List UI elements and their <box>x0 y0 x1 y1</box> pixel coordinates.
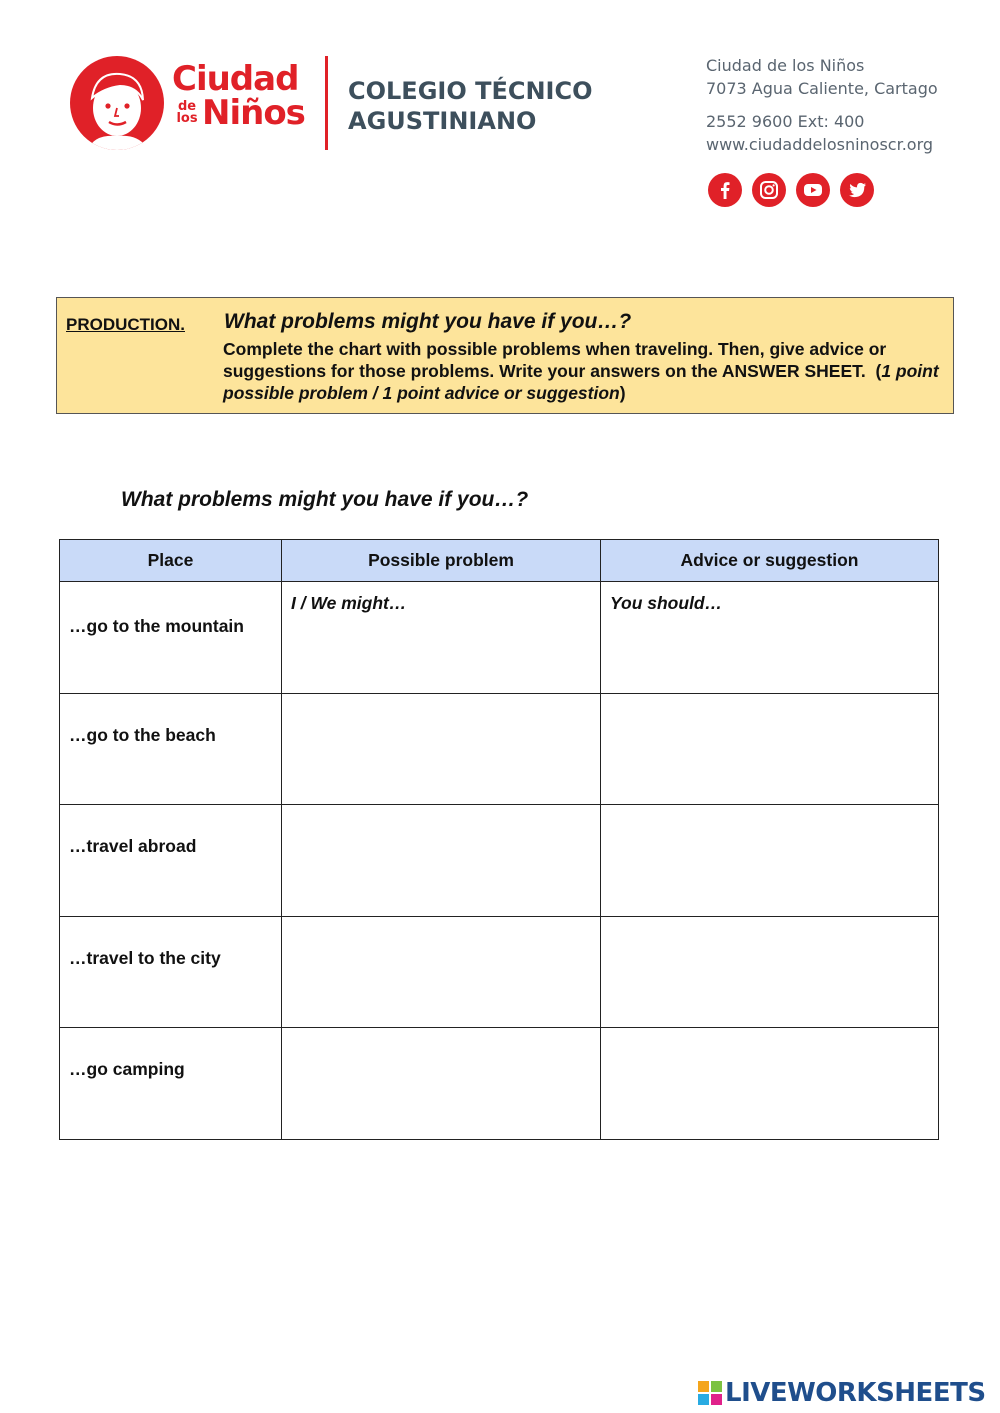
header-advice: Advice or suggestion <box>601 540 939 582</box>
school-name-line-1: COLEGIO TÉCNICO <box>348 77 593 105</box>
problem-cell[interactable] <box>282 805 601 917</box>
contact-info <box>706 54 938 156</box>
advice-cell[interactable] <box>601 1028 939 1140</box>
table-title: What problems might you have if you…? <box>121 488 529 511</box>
youtube-icon[interactable] <box>796 173 830 207</box>
advice-cell[interactable] <box>601 693 939 805</box>
school-logo <box>70 54 610 154</box>
points-open: ( <box>875 361 882 381</box>
contact-website[interactable]: www.ciudaddelosninoscr.org <box>706 135 934 154</box>
twitter-icon[interactable] <box>840 173 874 207</box>
brand-wordmark <box>172 59 305 133</box>
instructions-text: Complete the chart with possible problems when traveling. Then, give advice or suggestions for those problems. Write your answers on the ANSWER SHEET. <box>223 339 887 381</box>
instagram-icon[interactable] <box>752 173 786 207</box>
school-name <box>348 76 593 136</box>
problem-cell[interactable]: I / We might… <box>282 582 601 694</box>
production-instructions-box <box>56 297 954 414</box>
problem-cell[interactable] <box>282 916 601 1028</box>
social-links <box>708 173 874 207</box>
place-cell: …go to the mountain <box>60 582 282 694</box>
liveworksheets-logo-icon <box>698 1381 722 1405</box>
advice-cell[interactable] <box>601 916 939 1028</box>
problem-cell[interactable] <box>282 693 601 805</box>
contact-address: 7073 Agua Caliente, Cartago <box>706 79 938 98</box>
liveworksheets-brand: LIVEWORKSHEETS <box>725 1378 986 1408</box>
place-cell: …travel abroad <box>60 805 282 917</box>
advice-cell[interactable] <box>601 805 939 917</box>
table-row <box>60 805 939 917</box>
table-row <box>60 1028 939 1140</box>
problem-cell[interactable] <box>282 1028 601 1140</box>
contact-phone: 2552 9600 Ext: 400 <box>706 112 865 131</box>
points-note: 1 point possible problem / 1 point advice or suggestion <box>223 361 939 403</box>
brand-line-2: Niños <box>202 93 305 133</box>
contact-name: Ciudad de los Niños <box>706 56 865 75</box>
table-header-row <box>60 540 939 582</box>
production-title: What problems might you have if you…? <box>224 310 632 333</box>
brand-line-1: Ciudad <box>172 59 299 99</box>
place-cell: …go to the beach <box>60 693 282 805</box>
facebook-icon[interactable] <box>708 173 742 207</box>
production-label: PRODUCTION. <box>66 315 185 334</box>
header-possible-problem: Possible problem <box>282 540 601 582</box>
school-name-line-2: AGUSTINIANO <box>348 107 537 135</box>
table-row <box>60 916 939 1028</box>
table-row <box>60 693 939 805</box>
advice-cell[interactable]: You should… <box>601 582 939 694</box>
points-close: ) <box>619 383 626 403</box>
place-cell: …go camping <box>60 1028 282 1140</box>
production-instructions <box>223 338 943 404</box>
child-portrait-icon <box>70 56 164 150</box>
place-cell: …travel to the city <box>60 916 282 1028</box>
table-row <box>60 582 939 694</box>
liveworksheets-watermark <box>698 1378 986 1408</box>
logo-divider <box>325 56 328 150</box>
travel-problems-table <box>59 539 939 1140</box>
header-place: Place <box>60 540 282 582</box>
brand-small-text: de los <box>176 99 198 126</box>
